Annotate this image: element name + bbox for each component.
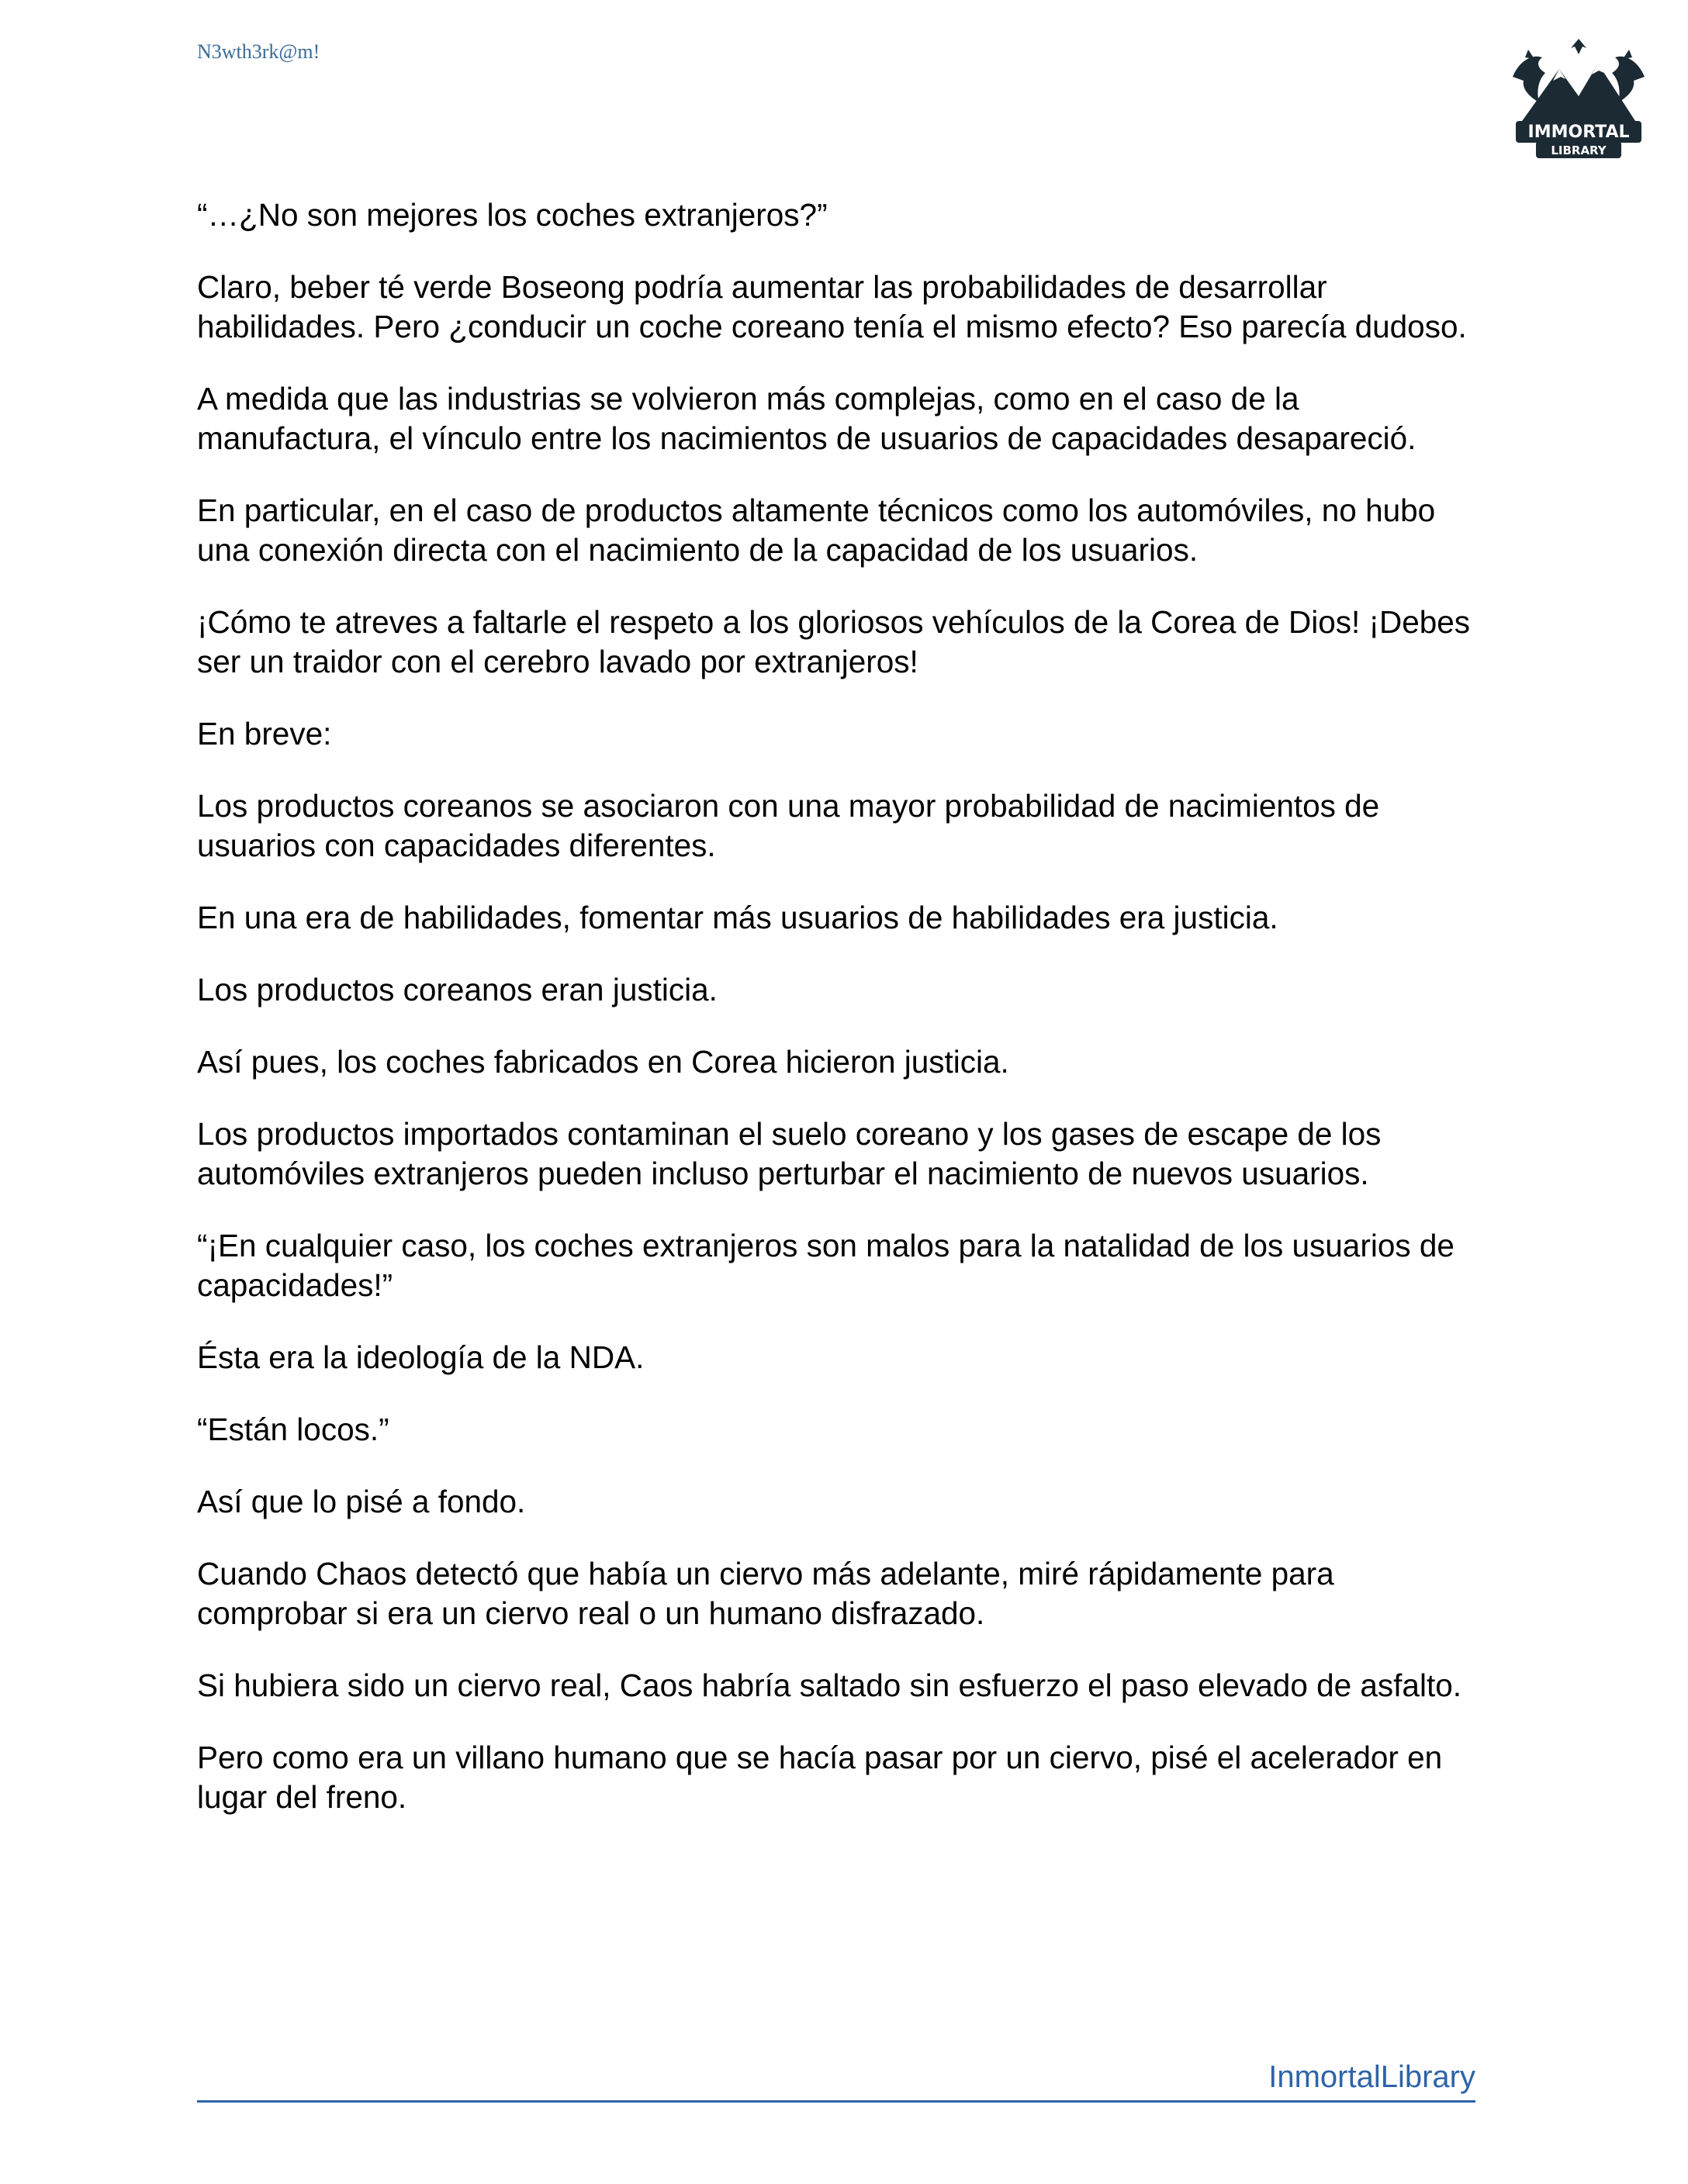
header-watermark: N3wth3rk@m! (197, 40, 320, 63)
dragon-mountain-logo-icon (1505, 34, 1652, 166)
immortal-library-logo (1505, 34, 1652, 166)
footer-divider (197, 2100, 1475, 2103)
paragraph: Los productos importados contaminan el suelo coreano y los gases de escape de los automóviles extranjeros pueden incluso perturbar el nacimiento de nuevos usuarios. (197, 1116, 1382, 1191)
paragraph: En breve: (197, 716, 332, 752)
paragraph: “¡En cualquier caso, los coches extranjeros son malos para la natalidad de los usuarios de capacidades!” (197, 1228, 1455, 1303)
paragraph: En una era de habilidades, fomentar más usuarios de habilidades era justicia. (197, 900, 1278, 935)
paragraph: Cuando Chaos detectó que había un ciervo más adelante, miré rápidamente para comprobar si era un ciervo real o un humano disfrazado. (197, 1556, 1334, 1631)
paragraph: “…¿No son mejores los coches extranjeros?” (197, 197, 828, 233)
paragraph: A medida que las industrias se volvieron más complejas, como en el caso de la manufactura, el vínculo entre los nacimientos de usuarios de capacidades desapareció. (197, 381, 1416, 456)
paragraph: Los productos coreanos se asociaron con una mayor probabilidad de nacimientos de usuarios con capacidades diferentes. (197, 788, 1380, 863)
paragraph: “Están locos.” (197, 1412, 389, 1447)
logo-line1: IMMORTAL (1527, 123, 1630, 142)
page-body (197, 195, 1485, 1850)
paragraph: Claro, beber té verde Boseong podría aumentar las probabilidades de desarrollar habilidades. Pero ¿conducir un coche coreano tenía el mismo efecto? Eso parecía dudoso. (197, 269, 1467, 344)
paragraph: Así pues, los coches fabricados en Corea hicieron justicia. (197, 1044, 1009, 1080)
footer-link[interactable]: InmortalLibrary (1268, 2060, 1475, 2094)
logo-line2: LIBRARY (1551, 143, 1607, 157)
paragraph: Los productos coreanos eran justicia. (197, 972, 718, 1007)
paragraph: En particular, en el caso de productos altamente técnicos como los automóviles, no hubo una conexión directa con el nacimiento de la capacidad de los usuarios. (197, 492, 1436, 568)
paragraph: Ésta era la ideología de la NDA. (197, 1339, 645, 1375)
paragraph: Si hubiera sido un ciervo real, Caos habría saltado sin esfuerzo el paso elevado de asfalto. (197, 1667, 1461, 1703)
paragraph: Así que lo pisé a fondo. (197, 1484, 526, 1519)
paragraph: Pero como era un villano humano que se hacía pasar por un ciervo, pisé el acelerador en lugar del freno. (197, 1740, 1443, 1815)
paragraph: ¡Cómo te atreves a faltarle el respeto a los gloriosos vehículos de la Corea de Dios! ¡Debes ser un traidor con el cerebro lavado por extranjeros! (197, 604, 1471, 679)
